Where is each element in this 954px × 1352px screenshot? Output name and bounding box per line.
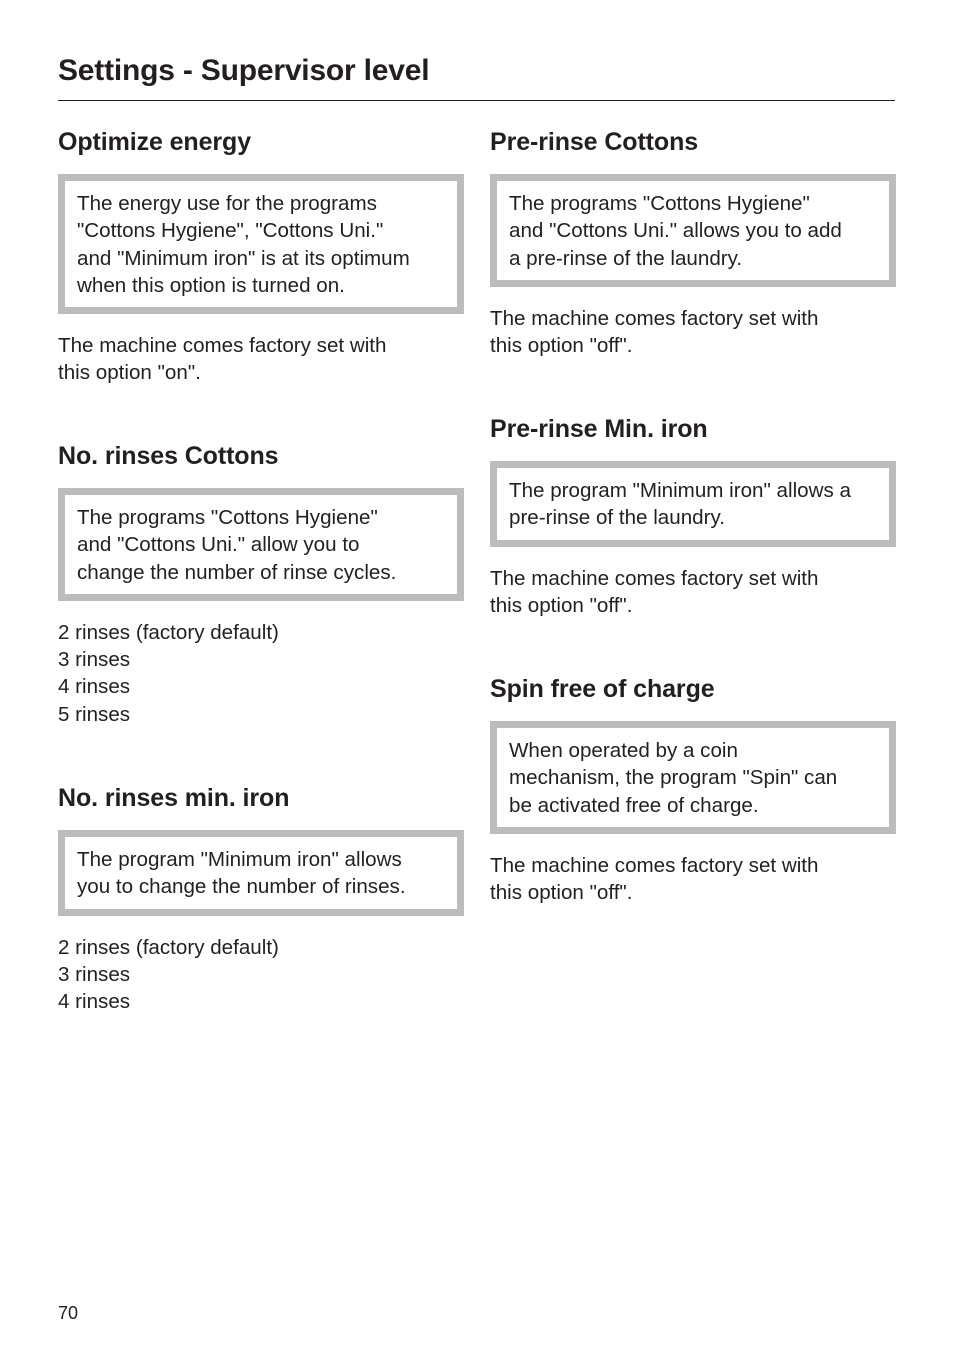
note-line: The energy use for the programs <box>77 192 377 215</box>
title-divider <box>58 100 895 101</box>
list-item: 5 rinses <box>58 702 131 726</box>
body-line: this option "on". <box>58 361 201 385</box>
page-number: 70 <box>58 1303 79 1323</box>
body-line: The machine comes factory set with <box>490 853 819 877</box>
note-line: The programs "Cottons Hygiene" <box>509 192 810 215</box>
rinse-options-list <box>58 619 464 728</box>
section-optimize-energy <box>58 126 464 387</box>
section-heading: Spin free of charge <box>490 675 715 703</box>
section-heading: No. rinses Cottons <box>58 442 279 470</box>
note-line: pre-rinse of the laundry. <box>509 506 725 530</box>
section-heading: No. rinses min. iron <box>58 784 290 812</box>
note-line: you to change the number of rinses. <box>77 875 406 899</box>
note-line: The programs "Cottons Hygiene" <box>77 506 378 529</box>
section-heading: Pre-rinse Cottons <box>490 128 699 156</box>
factory-setting-text <box>490 305 896 360</box>
list-item: 2 rinses (factory default) <box>58 620 279 644</box>
note-line: when this option is turned on. <box>77 273 345 297</box>
section-spin-free-of-charge <box>490 673 896 906</box>
body-line: The machine comes factory set with <box>58 334 387 358</box>
note-box <box>490 461 896 547</box>
page-title: Settings - Supervisor level <box>58 54 430 87</box>
factory-setting-text <box>58 332 464 387</box>
section-no-rinses-cottons <box>58 440 464 728</box>
note-box <box>490 721 896 834</box>
note-box <box>58 488 464 601</box>
body-line: The machine comes factory set with <box>490 306 819 330</box>
list-item: 3 rinses <box>58 962 131 986</box>
list-item: 3 rinses <box>58 648 131 672</box>
body-line: this option "off". <box>490 881 633 905</box>
note-line: and "Cottons Uni." allows you to add <box>509 219 842 243</box>
section-pre-rinse-cottons <box>490 126 896 359</box>
note-line: The program "Minimum iron" allows a <box>509 479 851 502</box>
body-line: this option "off". <box>490 334 633 358</box>
list-item: 2 rinses (factory default) <box>58 935 279 959</box>
section-heading: Optimize energy <box>58 128 251 156</box>
note-box <box>490 174 896 287</box>
note-line: When operated by a coin <box>509 739 738 762</box>
list-item: 4 rinses <box>58 675 131 699</box>
factory-setting-text <box>490 565 896 620</box>
factory-setting-text <box>490 852 896 907</box>
note-line: be activated free of charge. <box>509 793 759 817</box>
note-line: mechanism, the program "Spin" can <box>509 766 838 790</box>
section-no-rinses-min-iron <box>58 782 464 1015</box>
note-line: a pre-rinse of the laundry. <box>509 246 743 270</box>
note-line: and "Minimum iron" is at its optimum <box>77 246 410 270</box>
rinse-options-list <box>58 934 464 1016</box>
body-line: this option "off". <box>490 593 633 617</box>
section-pre-rinse-min-iron <box>490 413 896 619</box>
list-item: 4 rinses <box>58 990 131 1013</box>
note-box <box>58 830 464 916</box>
note-line: change the number of rinse cycles. <box>77 560 397 584</box>
note-line: The program "Minimum iron" allows <box>77 848 402 871</box>
note-line: and "Cottons Uni." allow you to <box>77 533 360 557</box>
note-box <box>58 174 464 314</box>
section-heading: Pre-rinse Min. iron <box>490 415 708 443</box>
note-line: "Cottons Hygiene", "Cottons Uni." <box>77 219 384 243</box>
body-line: The machine comes factory set with <box>490 566 819 590</box>
